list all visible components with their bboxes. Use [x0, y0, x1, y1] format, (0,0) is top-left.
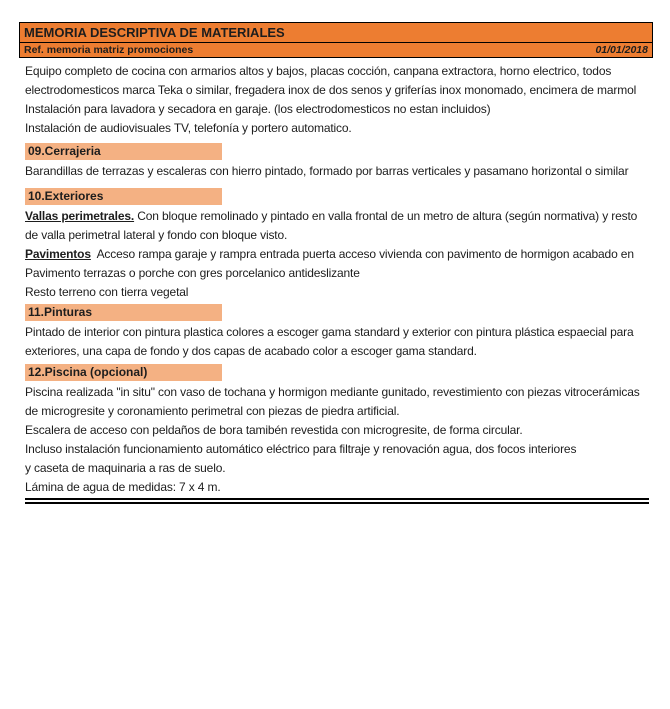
section-heading-exteriores: 10.Exteriores [25, 188, 222, 205]
text-line [25, 283, 655, 302]
line-text: Resto terreno con tierra vegetal [25, 285, 189, 299]
text-line [25, 119, 655, 138]
line-text: Lámina de agua de medidas: 7 x 4 m. [25, 480, 221, 494]
line-text: exteriores, una capa de fondo y dos capas de acabado color a escoger gama standard. [25, 344, 477, 358]
line-text: Instalación para lavadora y secadora en garaje. (los electrodomesticos no estan incluidos) [25, 102, 491, 116]
line-text: Escalera de acceso con peldaños de bora tamibén revestida con microgresite, de forma circular. [25, 423, 523, 437]
text-line [25, 62, 655, 81]
text-line [25, 402, 655, 421]
document-date: 01/01/2018 [595, 44, 648, 56]
section-heading-piscina: 12.Piscina (opcional) [25, 364, 222, 381]
text-line [25, 81, 655, 100]
line-text: electrodomesticos marca Teka o similar, fregadera inox de dos senos y griferías inox monomado, encimera de marmol [25, 83, 637, 97]
text-line [25, 383, 655, 402]
line-text: de valla perimetral lateral y fondo con bloque visto. [25, 228, 288, 242]
document-body [25, 62, 655, 504]
line-text: Equipo completo de cocina con armarios altos y bajos, placas cocción, canpana extractora, horno electrico, todos [25, 64, 612, 78]
section-heading-cerrajeria: 09.Cerrajeria [25, 143, 222, 160]
line-text: de microgresite y coronamiento perimetral con piezas de piedra artificial. [25, 404, 400, 418]
text-line [25, 226, 655, 245]
underlined-term: Vallas perimetrales. [25, 209, 135, 223]
line-text: Con bloque remolinado y pintado en valla frontal de un metro de altura (según normativa) y resto [134, 209, 638, 223]
intro-paragraph [25, 62, 655, 138]
line-text: y caseta de maquinaria a ras de suelo. [25, 461, 226, 475]
document-title: MEMORIA DESCRIPTIVA DE MATERIALES [20, 23, 652, 43]
line-text: Piscina realizada "in situ" con vaso de tochana y hormigon mediante gunitado, revestimiento con piezas vitrocerámicas [25, 385, 640, 399]
underlined-term: Pavimentos [25, 247, 91, 261]
line-text: Barandillas de terrazas y escaleras con hierro pintado, formado por barras verticales y pasamano horizontal o similar [25, 164, 629, 178]
document-header [19, 22, 653, 58]
text-line [25, 421, 655, 440]
section-paragraph [25, 323, 655, 361]
document-ref-row [20, 43, 652, 57]
text-line [25, 342, 655, 361]
text-line [25, 459, 655, 478]
section-paragraph [25, 383, 655, 497]
text-line [25, 245, 655, 264]
bottom-double-rule [25, 498, 649, 504]
line-text: Pintado de interior con pintura plastica colores a escoger gama standard y exterior con pintura plástica espaecial para [25, 325, 634, 339]
ref-label: Ref. memoria matriz promociones [24, 44, 194, 56]
text-line [25, 323, 655, 342]
line-text: Incluso instalación funcionamiento automático eléctrico para filtraje y renovación agua, dos focos interiores [25, 442, 577, 456]
text-line [25, 264, 655, 283]
text-line [25, 207, 655, 226]
line-text: Instalación de audiovisuales TV, telefonía y portero automatico. [25, 121, 352, 135]
section-heading-pinturas: 11.Pinturas [25, 304, 222, 321]
text-line [25, 100, 655, 119]
section-paragraph [25, 207, 655, 302]
text-line [25, 162, 655, 181]
line-text: Pavimento terrazas o porche con gres porcelanico antideslizante [25, 266, 360, 280]
document-page [0, 22, 670, 709]
text-line [25, 478, 655, 497]
section-paragraph [25, 162, 655, 181]
text-line [25, 440, 655, 459]
line-text: Acceso rampa garaje y rampra entrada puerta acceso vivienda con pavimento de hormigon acabado en [90, 247, 634, 261]
